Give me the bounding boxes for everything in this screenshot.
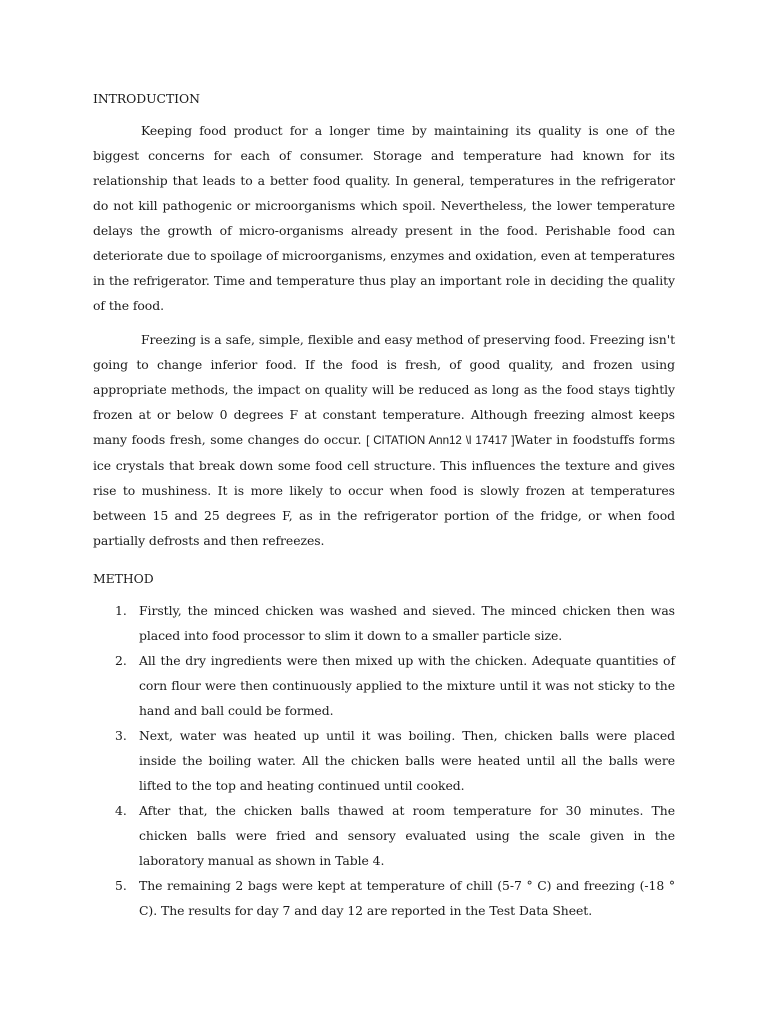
method-steps-list bbox=[93, 598, 675, 923]
citation-field: [ CITATION Ann12 \l 17417 ] bbox=[366, 434, 515, 447]
document-page bbox=[93, 86, 675, 923]
step-number: 4. bbox=[115, 803, 127, 818]
step-number: 2. bbox=[115, 653, 127, 668]
method-step bbox=[93, 798, 675, 873]
method-step bbox=[93, 723, 675, 798]
step-text: The remaining 2 bags were kept at temperature of chill (5-7 ° C) and freezing (-18 ° C). The results for day 7 and day 12 are reported in the Test Data Sheet. bbox=[139, 878, 675, 918]
step-text: Firstly, the minced chicken was washed and sieved. The minced chicken then was placed into food processor to slim it down to a smaller particle size. bbox=[139, 603, 675, 643]
step-number: 1. bbox=[115, 603, 127, 618]
step-number: 3. bbox=[115, 728, 127, 743]
method-step bbox=[93, 598, 675, 648]
introduction-heading: INTRODUCTION bbox=[93, 91, 200, 106]
step-number: 5. bbox=[115, 878, 127, 893]
paragraph-2-text-start: Freezing is a safe, simple, flexible and easy method of preserving food. Freezing isn't going to change inferior food. If the food is fresh, of good quality, and frozen using appropriate methods, the impact on quality will be reduced as long as the food stays tightly frozen at or below 0 degrees F at constant temperature. Although freezing almost keeps many foods fresh, some changes do occur. bbox=[93, 332, 675, 447]
method-step bbox=[93, 873, 675, 923]
paragraph-2-text-end: Water in foodstuffs forms ice crystals that break down some food cell structure. This influences the texture and gives rise to mushiness. It is more likely to occur when food is slowly frozen at temperatures between 15 and 25 degrees F, as in the refrigerator portion of the fridge, or when food partially defrosts and then refreezes. bbox=[93, 432, 676, 548]
step-text: After that, the chicken balls thawed at room temperature for 30 minutes. The chicken balls were fried and sensory evaluated using the scale given in the laboratory manual as shown in Table 4. bbox=[139, 803, 675, 868]
step-text: Next, water was heated up until it was boiling. Then, chicken balls were placed inside the boiling water. All the chicken balls were heated until all the balls were lifted to the top and heating continued until cooked. bbox=[139, 728, 675, 793]
introduction-paragraph-1: Keeping food product for a longer time by maintaining its quality is one of the biggest concerns for each of consumer. Storage and temperature had known for its relationship that leads to a better food quality. In general, temperatures in the refrigerator do not kill pathogenic or microorganisms which spoil. Nevertheless, the lower temperature delays the growth of micro-organisms already present in the food. Perishable food can deteriorate due to spoilage of microorganisms, enzymes and oxidation, even at temperatures in the refrigerator. Time and temperature thus play an important role in deciding the quality of the food. bbox=[93, 123, 675, 313]
method-step bbox=[93, 648, 675, 723]
method-heading: METHOD bbox=[93, 571, 154, 586]
step-text: All the dry ingredients were then mixed up with the chicken. Adequate quantities of corn flour were then continuously applied to the mixture until it was not sticky to the hand and ball could be formed. bbox=[139, 653, 675, 718]
introduction-paragraph-2 bbox=[93, 327, 675, 553]
